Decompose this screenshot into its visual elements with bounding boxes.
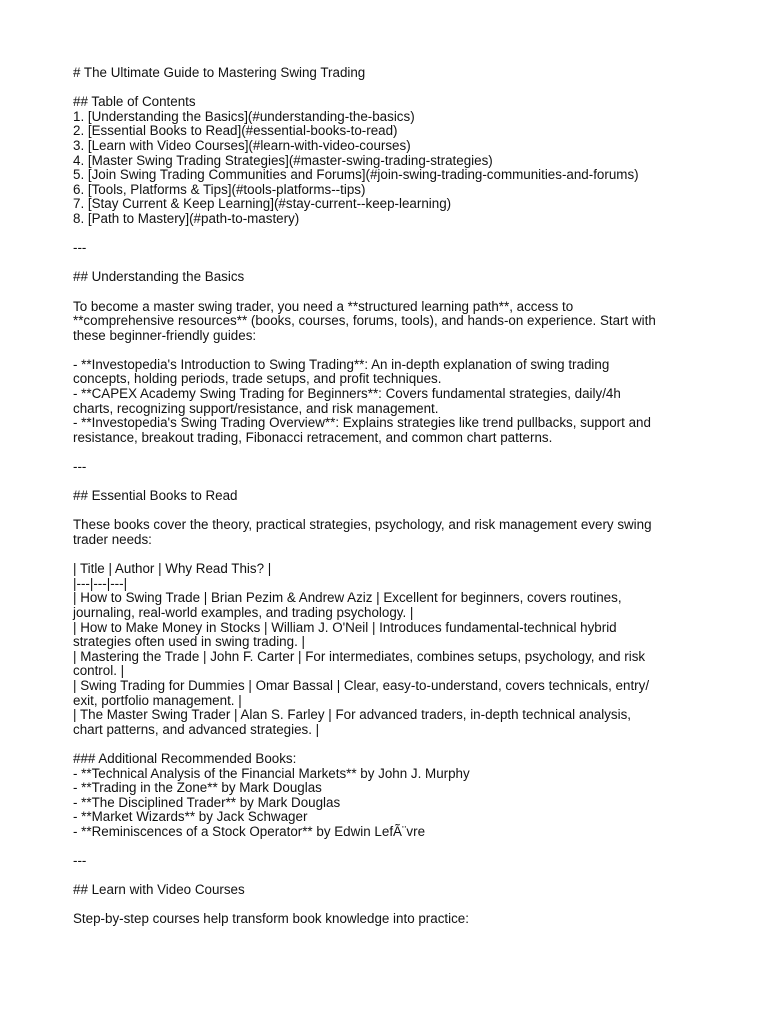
text-line: 7. [Stay Current & Keep Learning](#stay-current--keep-learning) (73, 196, 452, 212)
text-line: --- (73, 459, 87, 475)
text-line: - **Trading in the Zone** by Mark Douglas (73, 780, 322, 796)
text-line: resistance, breakout trading, Fibonacci retracement, and common chart patterns. (73, 429, 553, 445)
text-line: - **The Disciplined Trader** by Mark Douglas (73, 794, 341, 810)
text-line: | The Master Swing Trader | Alan S. Farley | For advanced traders, in-depth technical analysis, (73, 707, 631, 723)
text-line: | Mastering the Trade | John F. Carter | For intermediates, combines setups, psychology, and risk (73, 648, 646, 664)
text-line: 3. [Learn with Video Courses](#learn-with-video-courses) (73, 137, 411, 153)
text-line: | How to Swing Trade | Brian Pezim & Andrew Aziz | Excellent for beginners, covers routines, (73, 590, 622, 606)
text-line: Step-by-step courses help transform book knowledge into practice: (73, 911, 469, 927)
text-line: - **CAPEX Academy Swing Trading for Beginners**: Covers fundamental strategies, daily/4h (73, 386, 621, 402)
text-line: - **Technical Analysis of the Financial Markets** by John J. Murphy (73, 765, 470, 781)
text-line: 5. [Join Swing Trading Communities and Forums](#join-swing-trading-communities-and-forums) (73, 167, 639, 183)
blank-line (73, 737, 713, 752)
text-line: --- (73, 853, 87, 869)
text-line: These books cover the theory, practical strategies, psychology, and risk management every swing (73, 517, 652, 533)
text-line: 2. [Essential Books to Read](#essential-books-to-read) (73, 123, 398, 139)
text-line: ### Additional Recommended Books: (73, 750, 297, 766)
text-line: 8. [Path to Mastery](#path-to-mastery) (73, 210, 300, 226)
text-line: | Title | Author | Why Read This? | (73, 561, 272, 577)
text-line: ## Learn with Video Courses (73, 882, 245, 898)
blank-line (73, 227, 713, 242)
blank-line (73, 839, 713, 854)
text-line: | Swing Trading for Dummies | Omar Bassal | Clear, easy-to-understand, covers technicals, entry/ (73, 677, 650, 693)
text-line: 1. [Understanding the Basics](#understanding-the-basics) (73, 108, 415, 124)
text-line: To become a master swing trader, you need a **structured learning path**, access to (73, 298, 574, 314)
blank-line (73, 445, 713, 460)
text-line: exit, portfolio management. | (73, 692, 242, 708)
text-line: chart patterns, and advanced strategies. | (73, 721, 320, 737)
text-line: | How to Make Money in Stocks | William J. O'Neil | Introduces fundamental-technical hybrid (73, 619, 617, 635)
text-line: 4. [Master Swing Trading Strategies](#master-swing-trading-strategies) (73, 152, 493, 168)
text-line: ## Essential Books to Read (73, 488, 238, 504)
text-line: |---|---|---| (73, 575, 128, 591)
text-line: journaling, real-world examples, and trading psychology. | (73, 604, 414, 620)
text-line: - **Investopedia's Swing Trading Overview**: Explains strategies like trend pullbacks, support and (73, 415, 651, 431)
blank-line (73, 504, 713, 519)
text-line: - **Reminiscences of a Stock Operator** by Edwin LefÃ¨vre (73, 823, 426, 839)
blank-line (73, 475, 713, 490)
text-line: --- (73, 240, 87, 256)
text-line: trader needs: (73, 532, 152, 547)
text-line: - **Market Wizards** by Jack Schwager (73, 809, 308, 825)
text-line: ## Table of Contents (73, 94, 196, 110)
blank-line (73, 898, 713, 913)
blank-line (73, 869, 713, 884)
blank-line (73, 81, 713, 96)
blank-line (73, 343, 713, 358)
text-line: 6. [Tools, Platforms & Tips](#tools-platforms--tips) (73, 181, 366, 197)
blank-line (73, 285, 713, 300)
text-line: **comprehensive resources** (books, courses, forums, tools), and hands-on experience. Start with (73, 313, 656, 329)
text-line: concepts, holding periods, trade setups, and profit techniques. (73, 371, 442, 387)
text-line: - **Investopedia's Introduction to Swing Trading**: An in-depth explanation of swing trading (73, 356, 610, 372)
text-line: charts, recognizing support/resistance, and risk management. (73, 400, 439, 416)
blank-line (73, 256, 713, 271)
text-line: strategies often used in swing trading. | (73, 634, 305, 650)
text-line: these beginner-friendly guides: (73, 327, 257, 343)
document-body (73, 66, 713, 927)
text-line: # The Ultimate Guide to Mastering Swing Trading (73, 65, 366, 80)
blank-line (73, 548, 713, 563)
text-line: control. | (73, 663, 125, 679)
text-line: ## Understanding the Basics (73, 269, 245, 285)
